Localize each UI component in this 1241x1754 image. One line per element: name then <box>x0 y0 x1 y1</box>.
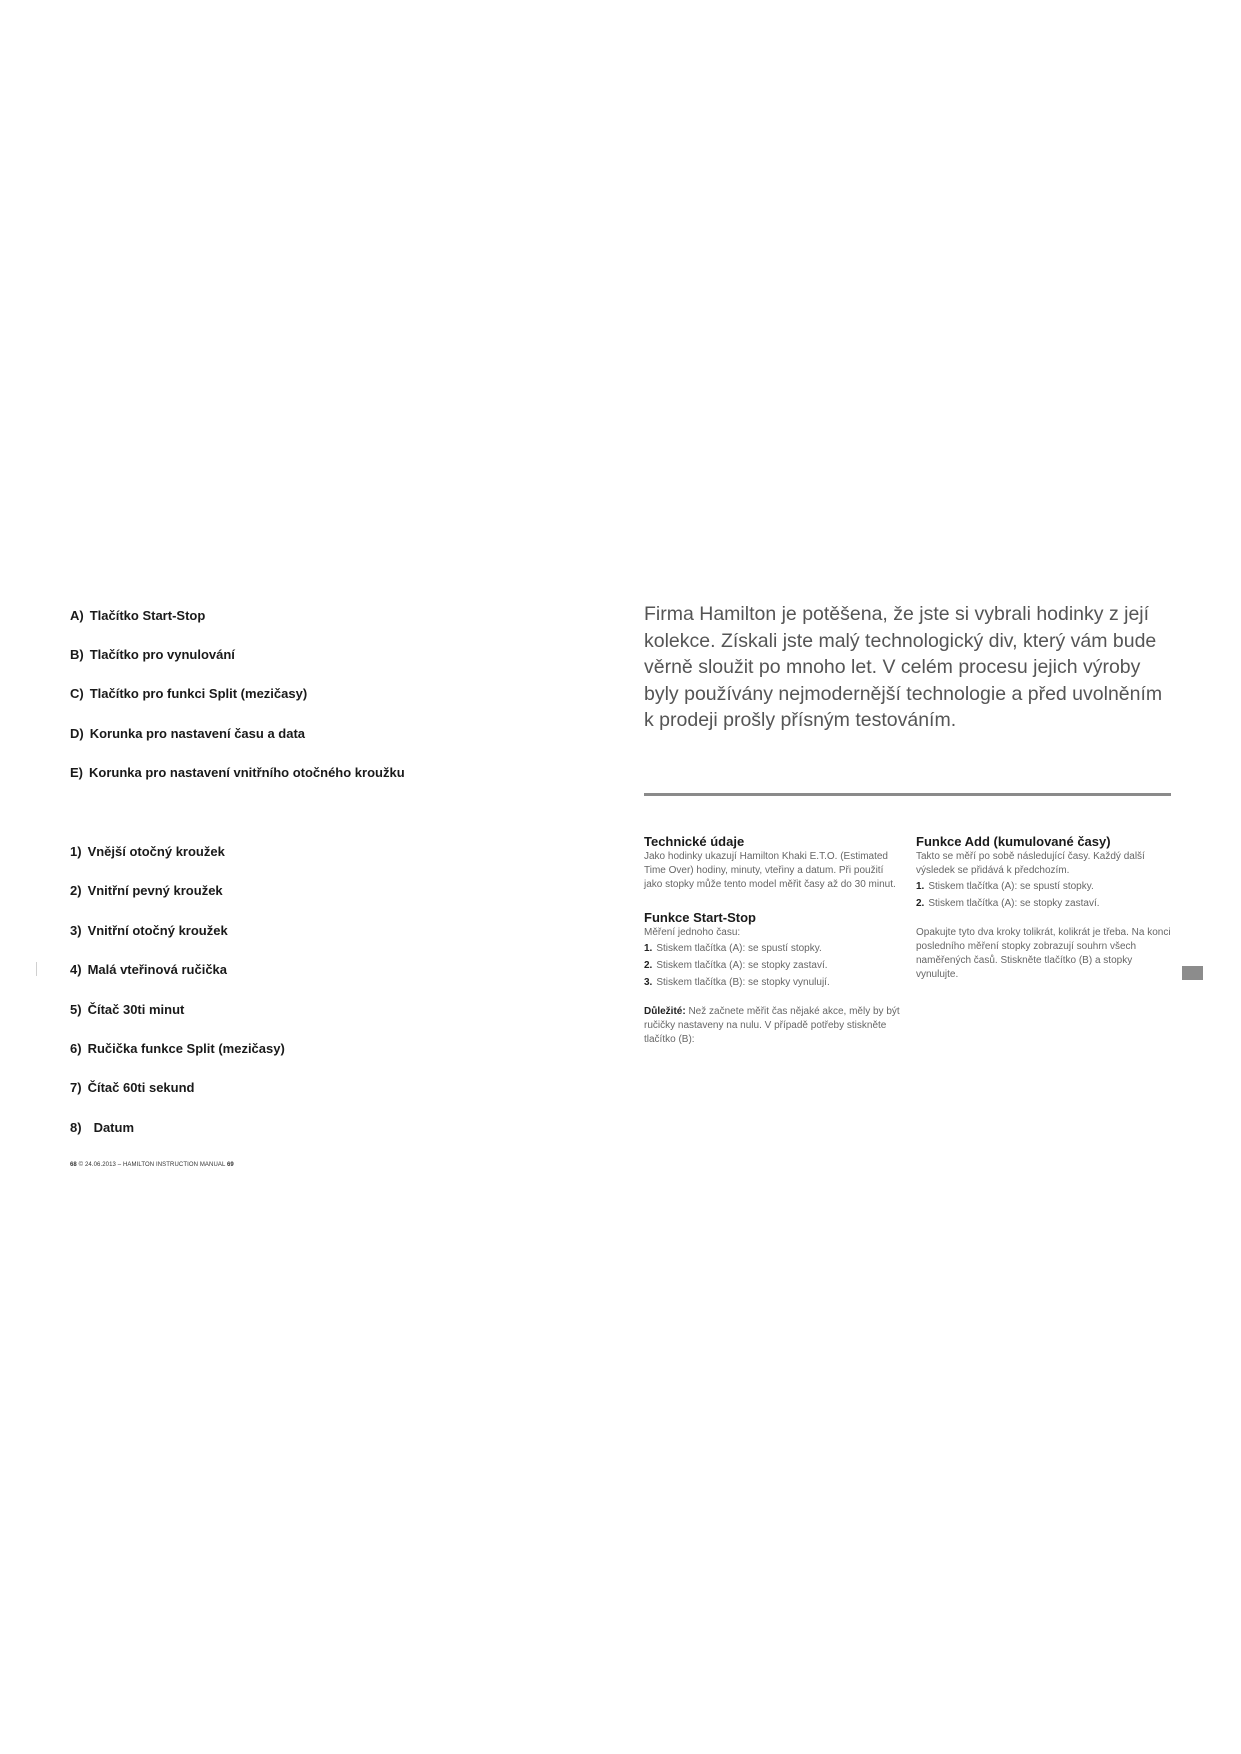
part-text: Korunka pro nastavení času a data <box>89 726 306 741</box>
part-label-1 <box>70 844 225 859</box>
part-label-3 <box>70 923 228 938</box>
part-key: 8) <box>70 1120 82 1135</box>
part-text: Vnější otočný kroužek <box>87 844 225 859</box>
part-text: Vnitřní pevný kroužek <box>87 883 223 898</box>
part-text: Tlačítko pro funkci Split (mezičasy) <box>89 686 308 701</box>
part-text: Tlačítko Start-Stop <box>89 608 206 623</box>
start-stop-heading: Funkce Start-Stop <box>644 910 756 925</box>
part-label-6 <box>70 1041 285 1056</box>
step-number: 3. <box>644 977 653 988</box>
step-number: 1. <box>916 881 925 892</box>
part-text: Vnitřní otočný kroužek <box>87 923 228 938</box>
intro-paragraph: Firma Hamilton je potěšena, že jste si vybrali hodinky z její kolekce. Získali jste malý technologický div, který vám bude věrně sloužit po mnoho let. V celém procesu jejich výroby byly používány nejmodernější technologie a před uvolněním k prodeji prošly přísným testováním. <box>644 603 1163 731</box>
column-left <box>644 834 902 1047</box>
part-label-b <box>70 647 235 662</box>
section-tab-marker <box>1182 966 1203 980</box>
part-key: 1) <box>70 844 82 859</box>
add-heading: Funkce Add (kumulované časy) <box>916 834 1111 849</box>
step-number: 2. <box>916 898 925 909</box>
add-step-2 <box>916 895 1174 912</box>
part-key: 5) <box>70 1002 82 1017</box>
part-key: 2) <box>70 883 82 898</box>
part-key: A) <box>70 608 84 623</box>
part-text: Korunka pro nastavení vnitřního otočného kroužku <box>89 765 405 780</box>
part-key: 7) <box>70 1080 82 1095</box>
technical-heading: Technické údaje <box>644 834 745 849</box>
step-number: 1. <box>644 943 653 954</box>
step-text: Stiskem tlačítka (A): se spustí stopky. <box>656 943 822 954</box>
part-label-2 <box>70 883 223 898</box>
start-stop-step-2 <box>644 957 902 974</box>
important-text: Než začnete měřit čas nějaké akce, měly by být ručičky nastaveny na nulu. V případě potřeby stiskněte tlačítko (B): <box>644 1006 900 1045</box>
technical-text: Jako hodinky ukazují Hamilton Khaki E.T.O. (Estimated Time Over) hodiny, minuty, vteřiny a datum. Při použití jako stopky může tento model měřit časy až do 30 minut. <box>644 851 896 890</box>
step-text: Stiskem tlačítka (A): se stopky zastaví. <box>656 960 828 971</box>
start-stop-step-3 <box>644 974 902 991</box>
part-key: 4) <box>70 962 82 977</box>
part-label-7 <box>70 1080 195 1095</box>
section-divider <box>644 793 1171 796</box>
part-key: 6) <box>70 1041 82 1056</box>
part-key: B) <box>70 647 84 662</box>
step-number: 2. <box>644 960 653 971</box>
add-repeat-text: Opakujte tyto dva kroky tolikrát, kolikrát je třeba. Na konci posledního měření stopky zobrazují souhrn všech naměřených časů. Stiskněte tlačítko (B) a stopky vynulujte. <box>916 927 1171 980</box>
part-text: Datum <box>93 1120 135 1135</box>
part-text: Malá vteřinová ručička <box>87 962 228 977</box>
part-text: Čítač 60ti sekund <box>87 1080 195 1095</box>
part-key: D) <box>70 726 84 741</box>
footer-text: © 24.06.2013 – HAMILTON INSTRUCTION MANUAL <box>78 1162 226 1168</box>
add-text: Takto se měří po sobě následující časy. Každý další výsledek se přidává k předchozím. <box>916 851 1145 876</box>
part-label-a <box>70 608 205 623</box>
start-stop-step-1 <box>644 940 902 957</box>
part-key: E) <box>70 765 83 780</box>
part-key: C) <box>70 686 84 701</box>
important-label: Důležité: <box>644 1006 686 1017</box>
important-note <box>644 1005 902 1047</box>
column-right <box>916 834 1174 982</box>
step-text: Stiskem tlačítka (B): se stopky vynulují. <box>656 977 830 988</box>
part-label-4 <box>70 962 227 977</box>
add-step-1 <box>916 878 1174 895</box>
part-label-5 <box>70 1002 184 1017</box>
part-text: Tlačítko pro vynulování <box>89 647 235 662</box>
part-label-e <box>70 765 405 780</box>
part-key: 3) <box>70 923 82 938</box>
part-label-8 <box>70 1120 134 1135</box>
page-number-left: 68 <box>70 1162 77 1168</box>
page-footer <box>70 1162 234 1168</box>
part-text: Čítač 30ti minut <box>87 1002 185 1017</box>
step-text: Stiskem tlačítka (A): se spustí stopky. <box>928 881 1094 892</box>
start-stop-subtitle: Měření jednoho času: <box>644 927 741 938</box>
part-text: Ručička funkce Split (mezičasy) <box>87 1041 285 1056</box>
part-label-c <box>70 686 307 701</box>
page-edge-mark <box>36 962 37 976</box>
step-text: Stiskem tlačítka (A): se stopky zastaví. <box>928 898 1100 909</box>
part-label-d <box>70 726 305 741</box>
page-number-right: 69 <box>227 1162 234 1168</box>
